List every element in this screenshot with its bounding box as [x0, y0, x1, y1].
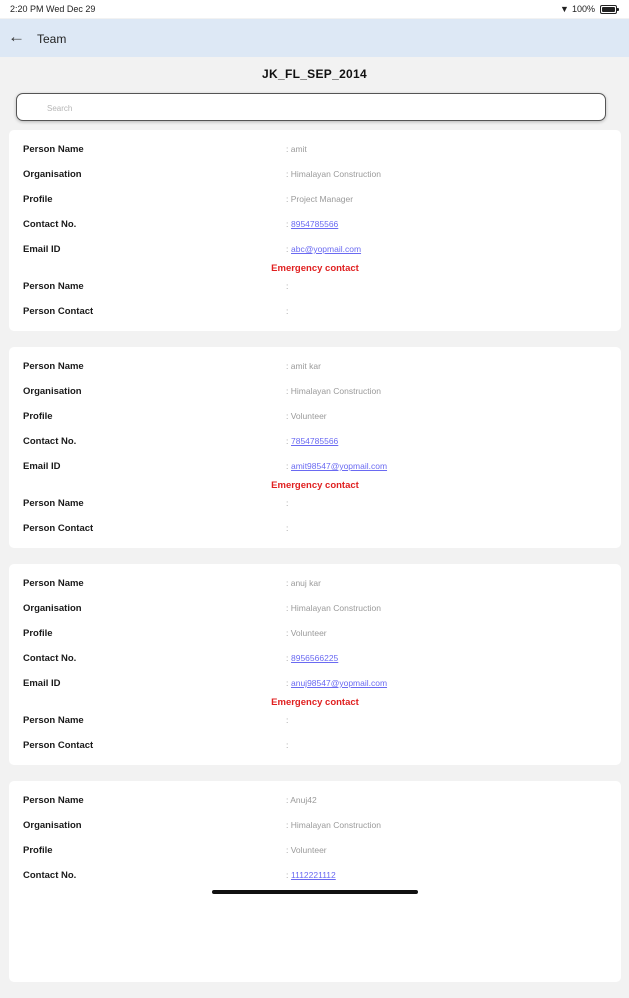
team-member-card [9, 130, 621, 331]
email-label: Email ID [23, 244, 61, 255]
emergency-contact-heading: Emergency contact [271, 697, 359, 708]
profile-label: Profile [23, 411, 53, 422]
search-box[interactable] [16, 93, 606, 121]
organisation-value: : Himalayan Construction [286, 169, 381, 179]
emergency-person-name-value: : [286, 715, 289, 725]
email-row [9, 461, 621, 475]
email-colon: : [286, 461, 289, 471]
emergency-person-contact-value: : [286, 740, 289, 750]
contact-colon: : [286, 436, 289, 446]
email-colon: : [286, 678, 289, 688]
emergency-contact-heading: Emergency contact [271, 480, 359, 491]
email-colon: : [286, 244, 289, 254]
profile-value: : Volunteer [286, 628, 327, 638]
contact-phone-link[interactable]: 8954785566 [291, 219, 339, 229]
emergency-person-name-label: Person Name [23, 281, 84, 292]
organisation-label: Organisation [23, 169, 82, 180]
project-title: JK_FL_SEP_2014 [262, 67, 367, 81]
person-name-row [9, 578, 621, 592]
email-label: Email ID [23, 678, 61, 689]
person-name-label: Person Name [23, 578, 84, 589]
organisation-label: Organisation [23, 386, 82, 397]
profile-label: Profile [23, 845, 53, 856]
contact-phone-link[interactable]: 7854785566 [291, 436, 339, 446]
person-name-row [9, 361, 621, 375]
team-member-list [9, 130, 621, 998]
profile-row [9, 194, 621, 208]
emergency-person-name-row [9, 715, 621, 729]
person-name-label: Person Name [23, 144, 84, 155]
email-row [9, 678, 621, 692]
team-member-card [9, 347, 621, 548]
battery-percent: 100% [571, 4, 595, 14]
contact-label: Contact No. [23, 436, 77, 447]
contact-colon: : [286, 870, 289, 880]
person-name-row [9, 144, 621, 158]
contact-colon: : [286, 653, 289, 663]
organisation-row [9, 820, 621, 834]
person-name-value: : amit kar [286, 361, 321, 371]
organisation-label: Organisation [23, 820, 82, 831]
email-label: Email ID [23, 461, 61, 472]
search-input[interactable] [45, 100, 589, 116]
contact-phone-link[interactable]: 8956566225 [291, 653, 339, 663]
team-member-card [9, 781, 621, 982]
nav-bar [0, 19, 629, 57]
emergency-person-contact-label: Person Contact [23, 740, 94, 751]
person-name-label: Person Name [23, 795, 84, 806]
battery-icon [600, 5, 617, 14]
organisation-value: : Himalayan Construction [286, 603, 381, 613]
emergency-person-contact-row [9, 523, 621, 537]
wifi-icon: ▼ [560, 4, 569, 14]
contact-colon: : [286, 219, 289, 229]
contact-row [9, 870, 621, 884]
emergency-person-contact-row [9, 306, 621, 320]
profile-label: Profile [23, 194, 53, 205]
email-row [9, 244, 621, 258]
contact-row [9, 219, 621, 233]
home-indicator[interactable] [212, 890, 418, 894]
emergency-person-contact-label: Person Contact [23, 523, 94, 534]
emergency-person-name-value: : [286, 281, 289, 291]
emergency-contact-heading: Emergency contact [271, 263, 359, 274]
contact-row [9, 653, 621, 667]
emergency-person-name-label: Person Name [23, 498, 84, 509]
profile-label: Profile [23, 628, 53, 639]
emergency-person-contact-label: Person Contact [23, 306, 94, 317]
organisation-value: : Himalayan Construction [286, 386, 381, 396]
organisation-row [9, 386, 621, 400]
organisation-label: Organisation [23, 603, 82, 614]
emergency-person-contact-value: : [286, 306, 289, 316]
emergency-person-name-row [9, 498, 621, 512]
emergency-person-name-row [9, 281, 621, 295]
profile-value: : Volunteer [286, 411, 327, 421]
organisation-row [9, 169, 621, 183]
person-name-value: : amit [286, 144, 307, 154]
contact-label: Contact No. [23, 653, 77, 664]
status-bar [0, 0, 629, 18]
person-name-value: : anuj kar [286, 578, 321, 588]
profile-value: : Volunteer [286, 845, 327, 855]
emergency-person-name-label: Person Name [23, 715, 84, 726]
contact-label: Contact No. [23, 219, 77, 230]
profile-row [9, 845, 621, 859]
team-member-card [9, 564, 621, 765]
profile-row [9, 411, 621, 425]
emergency-person-name-value: : [286, 498, 289, 508]
organisation-value: : Himalayan Construction [286, 820, 381, 830]
person-name-row [9, 795, 621, 809]
back-arrow-icon[interactable]: ← [8, 27, 25, 46]
emergency-person-contact-row [9, 740, 621, 754]
contact-phone-link[interactable]: 1112221112 [291, 870, 336, 880]
organisation-row [9, 603, 621, 617]
email-link[interactable]: abc@yopmail.com [291, 244, 362, 254]
email-link[interactable]: amit98547@yopmail.com [291, 461, 388, 471]
nav-title: Team [37, 32, 67, 46]
contact-row [9, 436, 621, 450]
status-indicators [560, 4, 617, 14]
contact-label: Contact No. [23, 870, 77, 881]
person-name-value: : Anuj42 [286, 795, 317, 805]
emergency-person-contact-value: : [286, 523, 289, 533]
person-name-label: Person Name [23, 361, 84, 372]
email-link[interactable]: anuj98547@yopmail.com [291, 678, 388, 688]
status-time-date: 2:20 PM Wed Dec 29 [10, 4, 96, 14]
profile-value: : Project Manager [286, 194, 354, 204]
profile-row [9, 628, 621, 642]
